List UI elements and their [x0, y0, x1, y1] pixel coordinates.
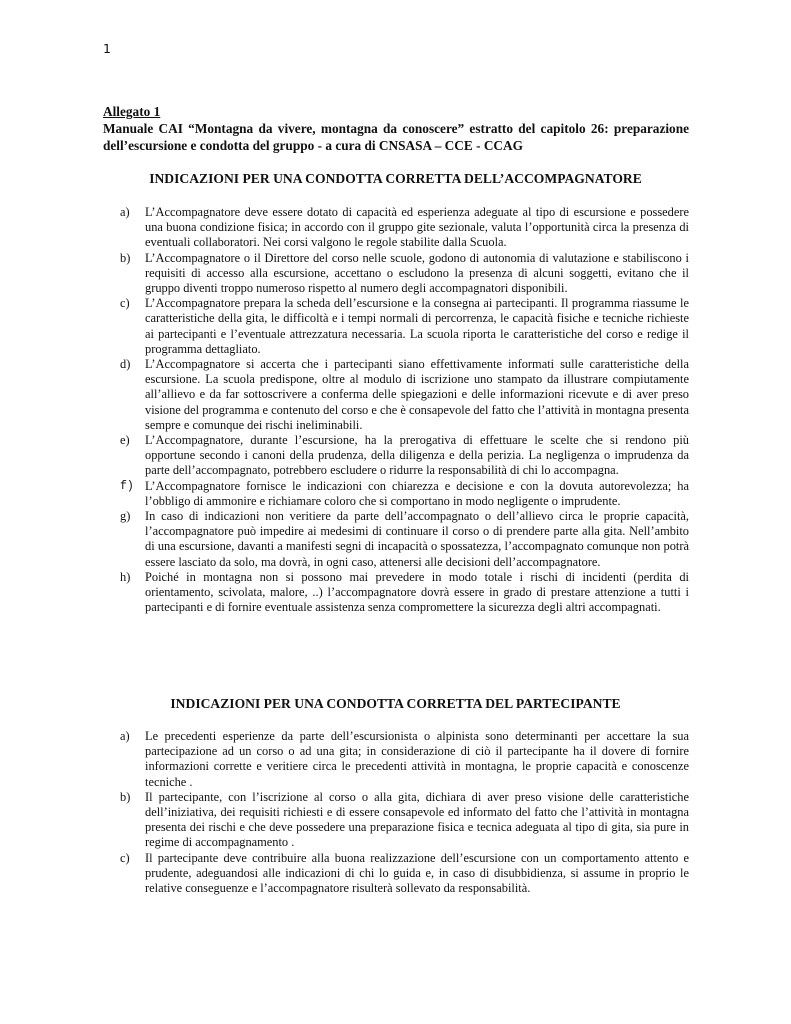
list-item-text: Il partecipante deve contribuire alla buona realizzazione dell’escursione con un comportamento attento e prudente, adeguandosi alle indicazioni di chi lo guida e, in caso di disubbidienza, si assume in proprio le relative conseguenze e l’accompagnatore risulterà sollevato da responsabilità.	[145, 850, 689, 896]
list-item	[120, 479, 689, 509]
list-item	[120, 433, 689, 479]
list-item-text: L’Accompagnatore o il Direttore del corso nelle scuole, godono di autonomia di valutazione e stabiliscono i requisiti di accesso alla escursione, accettano o escludono la presenza di alcuni soggetti, evitano che il gruppo diventi troppo numeroso rispetto al numero degli accompagnatori disponibili.	[145, 250, 689, 296]
list-item-text: In caso di indicazioni non veritiere da parte dell’accompagnato o dell’allievo circa le proprie capacità, l’accompagnatore può impedire ai medesimi di continuare il corso o di prendere parte alla gita. Nell’ambito di una escursione, davanti a manifesti segni di incapacità o spossatezza, l’accompagnato comunque non potrà essere lasciato da solo, ma dovrà, in ogni caso, attenersi alle decisioni dell’accompagnatore.	[145, 509, 689, 569]
list-item-text: L’Accompagnatore prepara la scheda dell’escursione e la consegna ai partecipanti. Il programma riassume le caratteristiche della gita, le difficoltà e i tempi normali di percorrenza, le capacità fisiche e tecniche richieste ai partecipanti e l’eventuale attrezzatura necessaria. La scuola riporta le caratteristiche del corso e redige il programma dettagliato.	[145, 296, 689, 356]
partecipante-list	[120, 729, 689, 896]
list-item-marker: e)	[120, 433, 130, 448]
accompagnatore-list	[120, 205, 689, 615]
list-item-marker: h)	[120, 569, 131, 584]
list-item	[120, 296, 689, 357]
document-header	[103, 103, 689, 154]
page-number: 1	[103, 41, 111, 56]
list-item-text: Le precedenti esperienze da parte dell’escursionista o alpinista sono determinanti per accettare la sua partecipazione ad un corso o ad una gita; in considerazione di ciò il partecipante ha il dovere di fornire informazioni corrette e veritiere circa le precedenti attività in montagna, le proprie capacità e conoscenze tecniche .	[145, 729, 689, 789]
list-item-text: L’Accompagnatore si accerta che i partecipanti siano effettivamente informati sulle caratteristiche della escursione. La scuola predispone, oltre al modulo di iscrizione uno stampato da illustrare compiutamente all’allievo e da far sottoscrivere a conferma delle spiegazioni e delle informazioni ricevute e di aver preso visione del programma e contenuto del corso e che è consapevole del fatto che l’attività in montagna presenta sempre e comunque dei rischi ineliminabili.	[145, 357, 689, 432]
list-item	[120, 729, 689, 790]
list-item-text: Il partecipante, con l’iscrizione al corso o alla gita, dichiara di aver preso visione delle caratteristiche dell’iniziativa, dei requisiti richiesti e di essere consapevole ed informato del fatto che l’attività in montagna presenta dei rischi e che deve possedere una preparazione fisica e tecnica adeguata al tipo di gita, sia pure in regime di accompagnamento .	[145, 789, 689, 850]
document-title: Manuale CAI “Montagna da vivere, montagna da conoscere” estratto del capitolo 26: preparazione dell’escursione e condotta del gruppo - a cura di CNSASA – CCE - CCAG	[103, 121, 689, 153]
list-item-marker: c)	[120, 850, 130, 865]
list-item-marker: f)	[120, 479, 134, 493]
list-item-marker: a)	[120, 205, 130, 219]
list-item	[120, 251, 689, 297]
section-title-partecipante: INDICAZIONI PER UNA CONDOTTA CORRETTA DEL PARTECIPANTE	[170, 696, 621, 711]
annex-label: Allegato 1	[103, 104, 161, 119]
section-title-accompagnatore: INDICAZIONI PER UNA CONDOTTA CORRETTA DELL’ACCOMPAGNATORE	[149, 171, 642, 186]
list-item-marker: b)	[120, 250, 131, 265]
list-item-marker: a)	[120, 729, 130, 743]
list-item	[120, 357, 689, 433]
list-item-marker: b)	[120, 789, 131, 804]
list-item	[120, 851, 689, 897]
list-item-marker: c)	[120, 296, 130, 311]
list-item-text: L’Accompagnatore, durante l’escursione, ha la prerogativa di effettuare le scelte che si rendono più opportune secondo i canoni della prudenza, della diligenza e della perizia. La negligenza o imprudenza da parte dell’accompagnato, potrebbero escludere o ridurre la responsabilità di chi lo accompagna.	[145, 433, 689, 478]
list-item-marker: g)	[120, 509, 131, 524]
list-item	[120, 570, 689, 616]
list-item-marker: d)	[120, 357, 131, 372]
list-item	[120, 509, 689, 570]
list-item	[120, 790, 689, 851]
list-item-text: L’Accompagnatore fornisce le indicazioni con chiarezza e decisione e con la dovuta autorevolezza; ha l’obbligo di ammonire e richiamare coloro che si comportano in modo negligente o imprudente.	[145, 478, 689, 508]
list-item-text: L’Accompagnatore deve essere dotato di capacità ed esperienza adeguate al tipo di escursione e possedere una buona condizione fisica; in accordo con il gruppo gite sezionale, valuta l’opportunità circa la presenza di eventuali collaboratori. Nei corsi valgono le regole stabilite dalla Scuola.	[145, 205, 689, 250]
list-item	[120, 205, 689, 251]
list-item-text: Poiché in montagna non si possono mai prevedere in modo totale i rischi di incidenti (perdita di orientamento, scivolata, malore, ..) l’accompagnatore dovrà essere in grado di prestare attenzione a tutti i partecipanti e di fornire eventuale assistenza senza compromettere la sicurezza degli altri accompagnati.	[145, 569, 689, 615]
